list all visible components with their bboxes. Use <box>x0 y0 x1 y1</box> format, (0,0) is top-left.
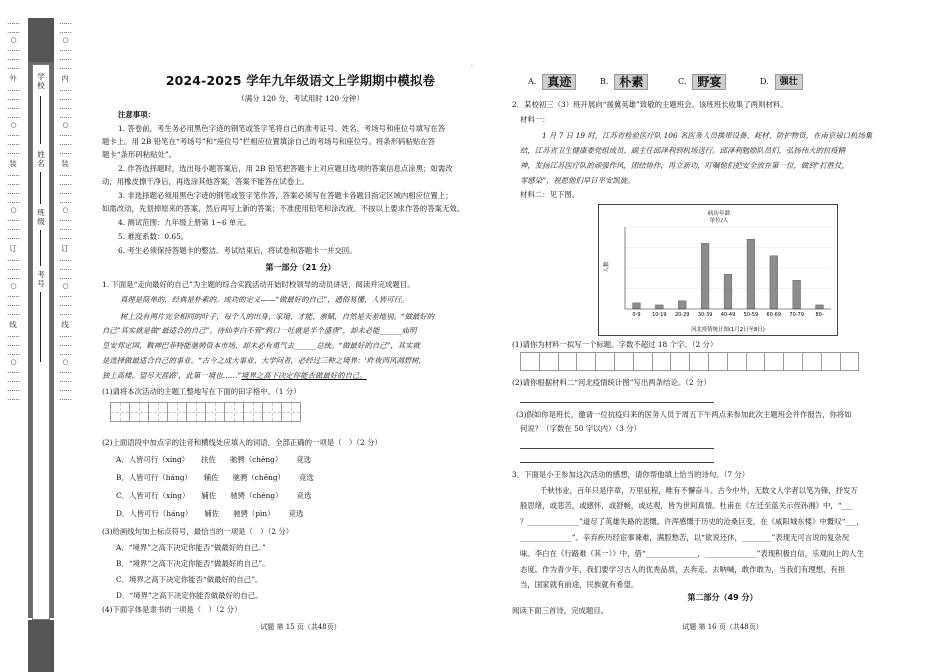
page-right <box>510 0 935 672</box>
grid-cell[interactable] <box>821 352 841 371</box>
chart-xlabel: 河北疫情统计图(1月2日至8日) <box>691 327 765 333</box>
grid-cell[interactable] <box>727 352 747 371</box>
chart-bar-70-79 <box>793 280 801 309</box>
hebei-epidemic-chart <box>598 204 838 336</box>
q1-s4-option-c: C. 野宴 <box>678 74 726 90</box>
chart-xticks <box>632 312 823 318</box>
seal-word-outer-4: 线 <box>9 320 17 329</box>
chart-xtick-label: 20-29 <box>674 312 690 318</box>
grid-cell[interactable] <box>840 352 860 371</box>
q1-underlined-sentence: 境界之高下决定你能否做最好的自己。 <box>241 371 367 380</box>
field-id-label: 考号 <box>37 270 45 288</box>
q2-material1-line: 神，发扬江苏医疗队的顽强作风，团结协作，再立新功，叮嘱他们把安全放在第一位，做到“打胜仗， <box>520 161 849 170</box>
field-name-label: 姓名 <box>37 150 45 168</box>
seal-word-inner-1: 内 <box>61 74 69 83</box>
chart-xtick-label: 10-19 <box>652 312 667 318</box>
page-footer-left: 试题 第 15 页（共48页） <box>260 623 341 631</box>
chart-xtick-label: 40-49 <box>720 312 736 318</box>
q1-passage-line: 自己”其实就是做“最适合的自己”。待仙李白不管“鸦口一吐就是半个盛唐”，却未必能______庙明 <box>102 326 417 335</box>
q1-s1: (1)请将本次活动的主题工整地写在下面的田字格中。（1 分） <box>102 387 301 396</box>
grid-cell[interactable] <box>764 352 784 371</box>
part1-heading: 第一部分（21 分） <box>265 263 336 272</box>
q1-s4-option-a: A. 真迹 <box>528 74 576 90</box>
page-left <box>98 0 503 672</box>
note-line: 题卡“条形码粘贴处”。 <box>102 150 177 159</box>
page-footer-right: 试题 第 16 页（共48页） <box>682 623 763 631</box>
q1-passage-line: 皇安邦定国，鞍神巴菲特能驰骋资本市场，却未必有勇气去______总统。“做最好的自己”，其实就 <box>102 341 420 350</box>
q3-line: 态度。作为青少年，我们要学习古人的优秀品质，去奔走、去呐喊，敢作敢为，当我们有理想，有担 <box>520 565 846 574</box>
q2-s2: (2)请你根据材料二“河北疫情统计图”写出两条结论。（2 分） <box>512 378 711 387</box>
grid-cell[interactable] <box>186 402 206 422</box>
q2-title-grid[interactable] <box>520 352 858 371</box>
grid-cell[interactable] <box>148 402 168 422</box>
q1-passage-line: 是选择做最适合自己的事业。“古今之成大事业、大学问者，必经过三种之境界：‘昨夜西风凋碧树， <box>102 356 426 365</box>
calligraphy-sample-c: 野宴 <box>692 74 726 90</box>
q2-material1-line: 零感染”，祝愿他们早日平安凯旋。 <box>520 176 635 185</box>
chart-bar-80- <box>816 305 824 309</box>
q1-passage-line: 树上没有两片完全相同的叶子，每个人的出身、家境、才能、禀赋，自然是天差地别。“做最好的 <box>120 312 435 321</box>
chart-xtick-label: 60-69 <box>766 312 782 318</box>
grid-cell[interactable] <box>243 402 263 422</box>
seal-word-outer-3: 订 <box>9 244 17 253</box>
q2-s1: (1)请你为材料一拟写一个标题。字数不超过 18 个字。（2 分） <box>512 340 718 349</box>
grid-cell[interactable] <box>576 352 596 371</box>
grid-cell[interactable] <box>167 402 187 422</box>
q1-s4-option-d: D. 强壮 <box>760 74 803 90</box>
grid-cell[interactable] <box>689 352 709 371</box>
q1-s2-option-d: D．人皆可行（háng） 辅佐 驰骋（pìn） 竞选 <box>116 509 304 518</box>
q1-s2-option-b: B．人皆可行（háng） 辅佐 驰骋（chěng） 竞选 <box>116 473 314 482</box>
q2-s3-line1: (3)假如你是班长，邀请一位抗疫归来的医务人员于周五下午两点来参加此次主题班会并作报告，你将如 <box>516 410 852 419</box>
grid-cell[interactable] <box>539 352 559 371</box>
field-name-line <box>40 172 41 204</box>
exam-subtitle: （满分 120 分，考试用时 120 分钟） <box>237 94 364 103</box>
q3-line: ？______________”道尽了英雄失路的悲慨。许浑感慨于历史的沧桑巨变，在《咸阳城东楼》中慨叹“___， <box>520 517 864 526</box>
chart-svg <box>599 205 839 337</box>
seal-word-inner-3: 订 <box>61 244 69 253</box>
binding-cap-top <box>28 18 54 62</box>
chart-bar-20-29 <box>678 301 686 309</box>
grid-cell[interactable] <box>746 352 766 371</box>
q1-s4-option-b: B. 朴素 <box>600 74 648 90</box>
q1-s3-option-a: A．“境界”之高下决定你能否“做最好的自己。” <box>116 543 266 552</box>
chart-bar-10-19 <box>655 305 663 309</box>
chart-xtick-label: 30-39 <box>697 312 713 318</box>
grid-cell[interactable] <box>708 352 728 371</box>
grid-cell[interactable] <box>783 352 803 371</box>
chart-subtitle: 单位/人 <box>709 218 729 224</box>
center-mark: · <box>471 63 473 70</box>
grid-cell[interactable] <box>129 402 149 422</box>
q1-s2: (2)上面语段中加点字的注音和横线处应填入的词语，全部正确的一项是（ ）（2 分） <box>102 438 382 447</box>
chart-bar-60-69 <box>770 256 778 309</box>
q3-line: 当，国家就有前途，民族就有希望。 <box>520 580 639 589</box>
calligraphy-sample-d: 强壮 <box>775 74 803 90</box>
q2-s3-answer-line[interactable] <box>520 462 714 463</box>
grid-cell[interactable] <box>670 352 690 371</box>
note-line: 动，用橡皮擦干净后，再选涂其他答案，答案不能答在试卷上。 <box>102 177 309 186</box>
grid-cell[interactable] <box>614 352 634 371</box>
q1-tianzige-grid[interactable] <box>110 402 300 422</box>
note-line: 如需改动，先划掉原来的答案，然后再写上新的答案；不准使用铅笔和涂改液。不按以上要求作答的答案无效。 <box>102 204 465 213</box>
q2-material1-line: 1 月 7 日 19 时，江苏省检验医疗队 106 名医务人员携带设备、耗材、防护物资，在南京禄口机场集 <box>542 131 873 140</box>
binding-cap-bottom <box>28 620 54 672</box>
note-line: 题卡上。用 2B 铅笔在“考场号”和“座位号”栏相应位置填涂自己的考场号和座位号。将条形码粘贴在答 <box>102 137 435 146</box>
q2-material1-label: 材料一： <box>520 115 550 124</box>
binding-inner <box>32 64 50 620</box>
q3-line: 味。李白在《行路难（其一）》中，借“______________，______________”表现积极自信，乐观向上的人生 <box>520 549 864 558</box>
note-line: 1. 答卷前，考生务必用黑色字迹的钢笔或签字笔将自己的准考证号、姓名、考场号和座位号填写在答 <box>118 124 446 133</box>
reading-intro: 阅读下面三首诗，完成题目。 <box>512 606 609 615</box>
q2-s2-answer-line[interactable] <box>520 402 714 403</box>
q1-s2-option-a: A．人皆可行（xíng） 扶佐 驰骋（chěng） 竞选 <box>116 455 312 464</box>
chart-xtick-label: 80- <box>815 312 824 318</box>
q1-s4: (4)下面字体是隶书的一项是（ ）（2 分） <box>102 605 242 614</box>
calligraphy-sample-a: 真迹 <box>542 74 576 90</box>
grid-cell[interactable] <box>802 352 822 371</box>
q2-intro: 2．某校初三（3）班开展向“援冀英雄”致敬的主题班会。该班班长收集了两则材料。 <box>512 100 788 109</box>
grid-cell[interactable] <box>205 402 225 422</box>
q3-line: ______________”。辛弃疾历经宦事谏难，满腔愁苦，以“欲说还休，________”表现无可言说的复杂况 <box>520 533 850 542</box>
q3-line: 般思绪，或悲苦，或感怀，或舒畅，或达观，皆为世间真情。杜甫在《左迁至蓝关示侄孙湘》中，“___ <box>520 501 853 510</box>
note-line: 4. 测试范围：九年级上册第 1~6 单元。 <box>118 218 252 227</box>
note-line: 5. 难度系数：0.65。 <box>118 232 189 241</box>
seal-word-outer-2: 装 <box>9 159 17 168</box>
chart-title: 病历年龄 <box>707 211 731 217</box>
field-school-line <box>40 96 41 144</box>
chart-xtick-label: 70-79 <box>789 312 804 318</box>
chart-bar-50-59 <box>747 239 755 309</box>
note-line: 3. 非选择题必须用黑色字迹的钢笔或签字笔作答，答案必须写在答题卡各题目指定区域内相应位置上； <box>118 191 453 200</box>
q3-line: 千秋伟业，百年只是序章，万里征程，唯有不懈奋斗。古今中外，无数文人学者以笔为锋，抒发万 <box>540 486 858 495</box>
q2-material2-label: 材料二：见下图。 <box>520 190 580 199</box>
grid-cell[interactable] <box>281 402 301 422</box>
seal-word-inner-4: 线 <box>61 320 69 329</box>
grid-cell[interactable] <box>262 402 282 422</box>
chart-xtick-label: 50-59 <box>743 312 759 318</box>
part2-heading: 第二部分（49 分） <box>687 593 758 602</box>
seal-word-inner-2: 装 <box>61 159 69 168</box>
grid-cell[interactable] <box>520 352 540 371</box>
chart-bar-40-49 <box>724 274 732 309</box>
field-id-line <box>40 292 41 362</box>
grid-cell[interactable] <box>595 352 615 371</box>
field-class-line <box>40 230 41 266</box>
q2-s3-answer-line[interactable] <box>520 448 714 449</box>
q1-passage-line-last <box>102 371 367 382</box>
grid-cell[interactable] <box>110 402 130 422</box>
q2-material1-line: 结，江苏省卫生健康委党组成员、副主任邱泽利到机场送行。邱泽利勉励队员们，弘扬伟大的抗疫精 <box>520 146 846 155</box>
q3-intro: 3．下面是小王参加这次活动的感想，请你帮他填上恰当的诗句。（7 分） <box>512 470 750 479</box>
chart-ylabel: 人数 <box>604 261 610 273</box>
q1-s2-option-c: C．人皆可行（xíng） 辅佐 驰骋（chěng） 竞选 <box>116 491 312 500</box>
grid-cell[interactable] <box>558 352 578 371</box>
chart-bar-0-9 <box>633 303 641 309</box>
q1-intro: 1. 下面是“走向最好的自己”为主题的综合实践活动开始时校领导的动员讲话，阅读并完成题目。 <box>102 280 415 289</box>
chart-xtick-label: 0-9 <box>632 312 641 318</box>
outer-seal-dots: …… …… ○ …… …… …… 外 …… …… …… …… ○ …… …… …… 装 …… …… …… …… ○ …… …… …… 订 …… …… …… ○ …… …… …… 线 …… …… …… ○ …… …… …… …… <box>7 18 19 402</box>
binding-strip <box>0 0 82 672</box>
exam-title: 2024-2025 学年九年级语文上学期期中模拟卷 <box>165 73 436 88</box>
q1-passage-tail-lead: 独上高楼，望尽天涯路’，此第一境也……” <box>102 371 242 380</box>
note-line: 2. 作答选择题时，选出每小题答案后，用 2B 铅笔把答题卡上对应题目选项的答案信息点涂黑；如需改 <box>118 164 453 173</box>
note-line: 6. 考生必须保持答题卡的整洁。考试结束后，将试卷和答题卡一并交回。 <box>118 246 357 255</box>
calligraphy-sample-b: 朴素 <box>614 74 648 90</box>
notes-heading: 注意事项： <box>118 110 155 119</box>
inner-seal-dots: …… …… ○ …… …… …… 内 …… …… …… …… ○ …… …… …… 装 …… …… …… …… ○ …… …… …… 订 …… …… …… ○ …… …… …… 线 …… …… …… ○ …… …… …… …… <box>59 18 71 402</box>
grid-cell[interactable] <box>224 402 244 422</box>
q2-s3-line2: 何说？（字数在 50 字以内）（3 分） <box>520 424 641 433</box>
q1-s3: (3)给画线句加上标点符号，最恰当的一项是（ ）（2 分） <box>102 527 294 536</box>
field-class-label: 班级 <box>37 208 45 226</box>
q1-s3-option-d: D．“境界”之高下决定你能否做最好的自己。 <box>116 591 263 600</box>
field-school-label: 学校 <box>37 72 45 90</box>
seal-word-outer-1: 外 <box>9 74 17 83</box>
grid-cell[interactable] <box>652 352 672 371</box>
chart-bars <box>633 239 824 309</box>
q1-s3-option-c: C．境界之高下决定你能否“做最好的自己”。 <box>116 575 263 584</box>
chart-bar-30-39 <box>701 243 709 309</box>
q1-passage-line: 真理是简单的，经典是朴素的。成功的定义——“做最好的自己”，通俗易懂，人皆可行。 <box>120 295 409 304</box>
q1-s3-option-b: B．“境界”之高下决定你能否“做最好的自己”。 <box>116 559 270 568</box>
grid-cell[interactable] <box>633 352 653 371</box>
